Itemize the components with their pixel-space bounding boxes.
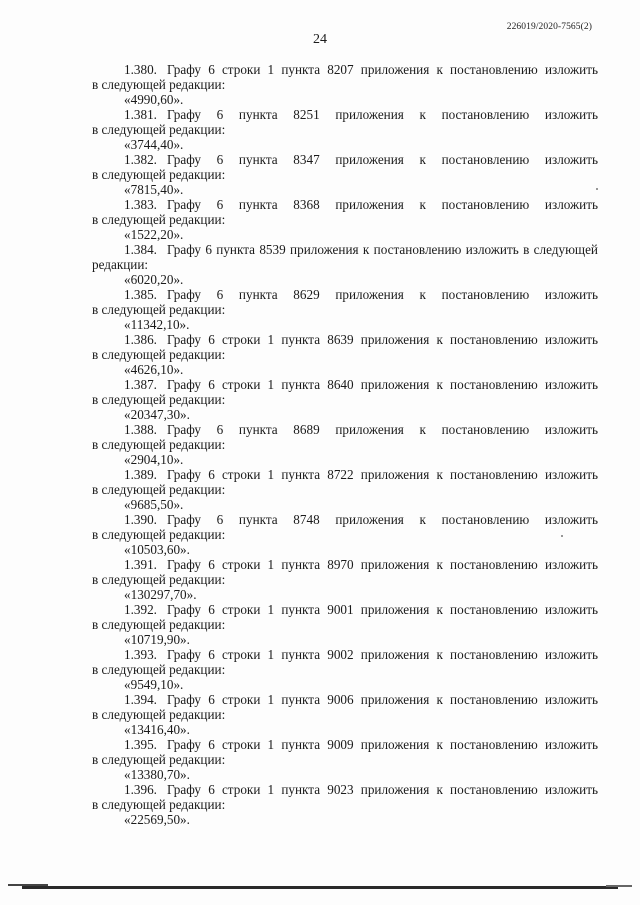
- item-continuation: в следующей редакции:: [92, 347, 226, 362]
- item-continuation: в следующей редакции:: [92, 662, 226, 677]
- item-first-line: [92, 152, 598, 167]
- document-id: 226019/2020-7565(2): [506, 22, 592, 32]
- item-continuation: в следующей редакции:: [92, 617, 226, 632]
- bottom-divider: [22, 886, 618, 889]
- item-number: 1.391.: [124, 557, 157, 572]
- item-value: «10503,60».: [124, 542, 190, 557]
- list-item: [92, 692, 598, 737]
- item-first-line: [92, 332, 598, 347]
- item-number: 1.384.: [124, 242, 157, 257]
- item-value: «1522,20».: [124, 227, 184, 242]
- item-first-line: [92, 692, 598, 707]
- item-text: Графу 6 строки 1 пункта 9002 приложения к постановлению изложить: [166, 647, 598, 662]
- item-text: Графу 6 строки 1 пункта 9006 приложения к постановлению изложить: [166, 692, 598, 707]
- item-text: Графу 6 строки 1 пункта 9001 приложения к постановлению изложить: [166, 602, 598, 617]
- list-item: [92, 152, 598, 197]
- item-continuation: в следующей редакции:: [92, 167, 226, 182]
- item-continuation: в следующей редакции:: [92, 212, 226, 227]
- item-continuation: в следующей редакции:: [92, 797, 226, 812]
- item-continuation: в следующей редакции:: [92, 437, 226, 452]
- item-value: «22569,50».: [124, 812, 190, 827]
- item-value: «11342,10».: [124, 317, 190, 332]
- item-text: Графу 6 пункта 8347 приложения к постановлению изложить: [166, 152, 598, 167]
- item-number: 1.393.: [124, 647, 157, 662]
- item-first-line: [92, 287, 598, 302]
- item-first-line: [92, 107, 598, 122]
- item-first-line: [92, 647, 598, 662]
- list-item: [92, 647, 598, 692]
- item-text: Графу 6 строки 1 пункта 9023 приложения к постановлению изложить: [166, 782, 598, 797]
- scan-speck: [596, 188, 598, 190]
- item-continuation: в следующей редакции:: [92, 77, 226, 92]
- list-item: [92, 737, 598, 782]
- item-first-line: [92, 197, 598, 212]
- list-item: [92, 557, 598, 602]
- item-number: 1.381.: [124, 107, 157, 122]
- list-item: [92, 107, 598, 152]
- list-item: [92, 197, 598, 242]
- item-text: Графу 6 строки 1 пункта 8207 приложения к постановлению изложить: [166, 62, 598, 77]
- list-item: [92, 287, 598, 332]
- item-number: 1.383.: [124, 197, 157, 212]
- item-text: Графу 6 пункта 8251 приложения к постановлению изложить: [166, 107, 598, 122]
- item-value: «10719,90».: [124, 632, 190, 647]
- item-continuation: в следующей редакции:: [92, 302, 226, 317]
- item-value: «9549,10».: [124, 677, 184, 692]
- item-continuation: в следующей редакции:: [92, 707, 226, 722]
- item-continuation: редакции:: [92, 257, 149, 272]
- item-text: Графу 6 строки 1 пункта 8639 приложения к постановлению изложить: [166, 332, 598, 347]
- item-first-line: [92, 602, 598, 617]
- item-continuation: в следующей редакции:: [92, 527, 226, 542]
- item-text: Графу 6 пункта 8368 приложения к постановлению изложить: [166, 197, 598, 212]
- scan-speck: [561, 535, 563, 537]
- item-text: Графу 6 пункта 8629 приложения к постановлению изложить: [166, 287, 598, 302]
- list-item: [92, 782, 598, 827]
- item-number: 1.385.: [124, 287, 157, 302]
- list-item: [92, 422, 598, 467]
- item-value: «2904,10».: [124, 452, 184, 467]
- item-first-line: [92, 242, 598, 257]
- list-item: [92, 467, 598, 512]
- item-text: Графу 6 строки 1 пункта 9009 приложения к постановлению изложить: [166, 737, 598, 752]
- list-item: [92, 602, 598, 647]
- item-number: 1.389.: [124, 467, 157, 482]
- item-continuation: в следующей редакции:: [92, 392, 226, 407]
- item-value: «9685,50».: [124, 497, 184, 512]
- item-number: 1.390.: [124, 512, 157, 527]
- item-text: Графу 6 пункта 8539 приложения к постановлению изложить в следующей: [166, 242, 598, 257]
- item-first-line: [92, 737, 598, 752]
- item-continuation: в следующей редакции:: [92, 482, 226, 497]
- item-value: «20347,30».: [124, 407, 190, 422]
- item-text: Графу 6 пункта 8689 приложения к постановлению изложить: [166, 422, 598, 437]
- list-item: [92, 242, 598, 287]
- item-number: 1.395.: [124, 737, 157, 752]
- item-first-line: [92, 557, 598, 572]
- list-item: [92, 512, 598, 557]
- item-value: «3744,40».: [124, 137, 184, 152]
- item-number: 1.386.: [124, 332, 157, 347]
- scan-edge-mark: [606, 885, 632, 887]
- list-item: [92, 62, 598, 107]
- item-value: «4626,10».: [124, 362, 184, 377]
- item-first-line: [92, 377, 598, 392]
- page-number: 24: [313, 32, 327, 47]
- item-first-line: [92, 782, 598, 797]
- item-number: 1.380.: [124, 62, 157, 77]
- item-text: Графу 6 пункта 8748 приложения к постановлению изложить: [166, 512, 598, 527]
- item-text: Графу 6 строки 1 пункта 8970 приложения к постановлению изложить: [166, 557, 598, 572]
- item-number: 1.388.: [124, 422, 157, 437]
- item-value: «13416,40».: [124, 722, 190, 737]
- item-continuation: в следующей редакции:: [92, 572, 226, 587]
- item-first-line: [92, 467, 598, 482]
- list-item: [92, 332, 598, 377]
- item-first-line: [92, 422, 598, 437]
- item-number: 1.382.: [124, 152, 157, 167]
- item-number: 1.392.: [124, 602, 157, 617]
- item-number: 1.396.: [124, 782, 157, 797]
- item-continuation: в следующей редакции:: [92, 752, 226, 767]
- item-text: Графу 6 строки 1 пункта 8640 приложения к постановлению изложить: [166, 377, 598, 392]
- item-first-line: [92, 62, 598, 77]
- list-item: [92, 377, 598, 422]
- item-value: «6020,20».: [124, 272, 184, 287]
- item-value: «4990,60».: [124, 92, 184, 107]
- item-text: Графу 6 строки 1 пункта 8722 приложения к постановлению изложить: [166, 467, 598, 482]
- item-continuation: в следующей редакции:: [92, 122, 226, 137]
- item-value: «13380,70».: [124, 767, 190, 782]
- item-value: «130297,70».: [124, 587, 197, 602]
- item-number: 1.387.: [124, 377, 157, 392]
- item-number: 1.394.: [124, 692, 157, 707]
- item-first-line: [92, 512, 598, 527]
- document-body: [92, 62, 598, 827]
- item-value: «7815,40».: [124, 182, 184, 197]
